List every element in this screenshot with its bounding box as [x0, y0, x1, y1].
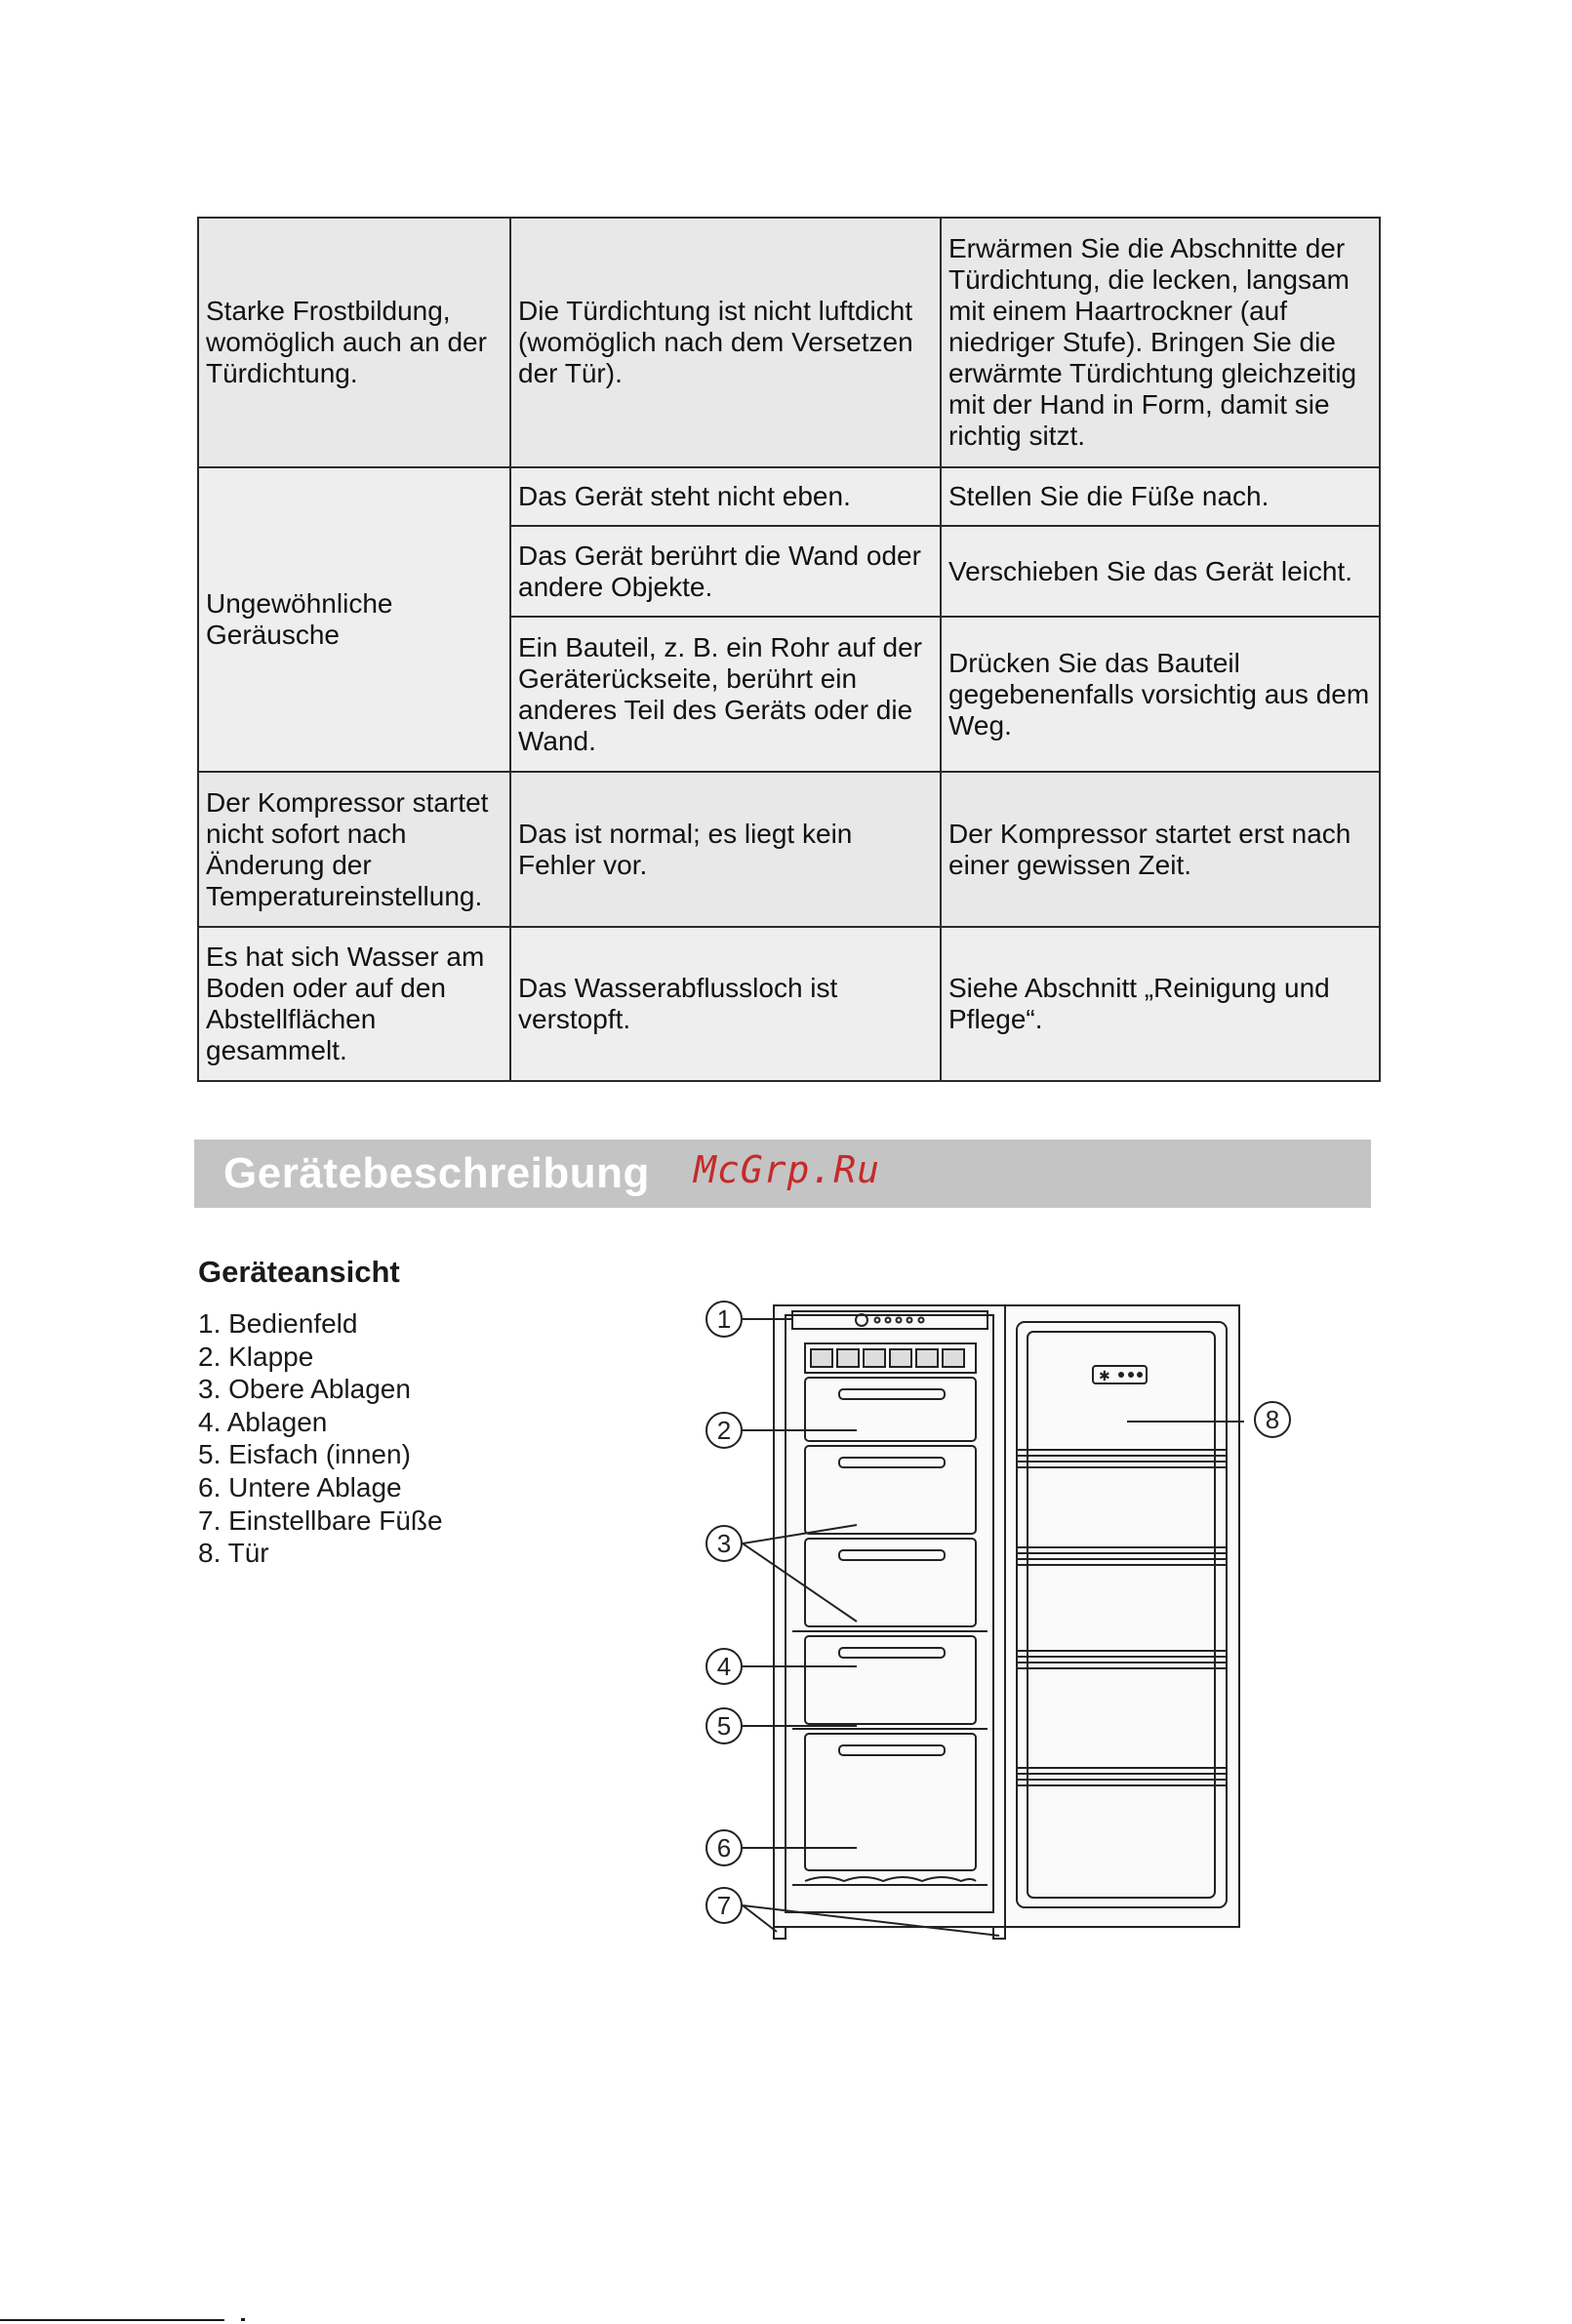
display-dot — [1118, 1372, 1124, 1378]
door-outline — [1005, 1305, 1239, 1927]
foot-right — [993, 1927, 1005, 1939]
list-item: 3. Obere Ablagen — [198, 1374, 411, 1405]
display-dot — [1137, 1372, 1143, 1378]
grille-slot — [890, 1349, 911, 1367]
callout-number: 3 — [716, 1529, 732, 1558]
grille-slot — [916, 1349, 938, 1367]
solution-cell: Stellen Sie die Füße nach. — [941, 467, 1380, 526]
table-row — [198, 772, 1380, 927]
solution-cell: Erwärmen Sie die Abschnitte der Türdichtung, die lecken, langsam mit einem Haartrockner (auf niedriger Stufe). Bringen Sie die erwärmte Türdichtung gleichzeitig mit der Hand in Form, damit sie richtig sitzt. — [941, 218, 1380, 467]
callout-number: 1 — [716, 1304, 732, 1334]
callout-number: 4 — [716, 1652, 732, 1681]
solution-cell: Verschieben Sie das Gerät leicht. — [941, 526, 1380, 617]
cause-cell: Das Wasserabflussloch ist verstopft. — [510, 927, 941, 1081]
callout-number: 6 — [716, 1833, 732, 1863]
problem-cell: Der Kompressor startet nicht sofort nach Änderung der Temperatureinstellung. — [198, 772, 510, 927]
solution-cell: Der Kompressor startet erst nach einer gewissen Zeit. — [941, 772, 1380, 927]
table-row — [198, 927, 1380, 1081]
problem-cell: Ungewöhnliche Geräusche — [198, 467, 510, 772]
section-title: Gerätebeschreibung — [223, 1149, 650, 1197]
cause-cell: Die Türdichtung ist nicht luftdicht (womöglich nach dem Versetzen der Tür). — [510, 218, 941, 467]
page-rule — [0, 2319, 224, 2321]
cause-cell: Das Gerät steht nicht eben. — [510, 467, 941, 526]
device-view-heading: Geräteansicht — [198, 1255, 400, 1289]
troubleshooting-table — [197, 217, 1381, 1082]
problem-cell: Es hat sich Wasser am Boden oder auf den Abstellflächen gesammelt. — [198, 927, 510, 1081]
grille-slot — [864, 1349, 885, 1367]
list-item: 1. Bedienfeld — [198, 1308, 358, 1339]
cause-cell: Das ist normal; es liegt kein Fehler vor. — [510, 772, 941, 927]
cause-cell: Ein Bauteil, z. B. ein Rohr auf der Geräterückseite, berührt ein anderes Teil des Geräts oder die Wand. — [510, 617, 941, 772]
list-item: 7. Einstellbare Füße — [198, 1504, 443, 1536]
problem-cell: Starke Frostbildung, womöglich auch an der Türdichtung. — [198, 218, 510, 467]
list-item: 4. Ablagen — [198, 1406, 328, 1437]
list-item: 8. Tür — [198, 1538, 269, 1569]
callout-number: 8 — [1265, 1405, 1280, 1434]
table-row — [198, 218, 1380, 467]
grille-slot — [811, 1349, 832, 1367]
callout-number: 2 — [716, 1416, 732, 1445]
grille-slot — [943, 1349, 964, 1367]
parts-list — [198, 1307, 443, 1570]
list-item: 5. Eisfach (innen) — [198, 1439, 411, 1470]
watermark-text: McGrp.Ru — [694, 1148, 881, 1191]
solution-cell: Drücken Sie das Bauteil gegebenenfalls vorsichtig aus dem Weg. — [941, 617, 1380, 772]
foot-left — [774, 1927, 786, 1939]
grille-slot — [837, 1349, 859, 1367]
callout-number: 7 — [716, 1891, 732, 1920]
snowflake-icon: ✱ — [1099, 1369, 1110, 1384]
page-dot — [241, 2318, 245, 2321]
display-dot — [1128, 1372, 1134, 1378]
solution-cell: Siehe Abschnitt „Reinigung und Pflege“. — [941, 927, 1380, 1081]
section-header — [194, 1140, 1371, 1208]
list-item: 2. Klappe — [198, 1341, 314, 1372]
freezer-diagram — [683, 1268, 1308, 1951]
table-row — [198, 467, 1380, 526]
callout-number: 5 — [716, 1711, 732, 1741]
list-item: 6. Untere Ablage — [198, 1471, 402, 1503]
cause-cell: Das Gerät berührt die Wand oder andere Objekte. — [510, 526, 941, 617]
